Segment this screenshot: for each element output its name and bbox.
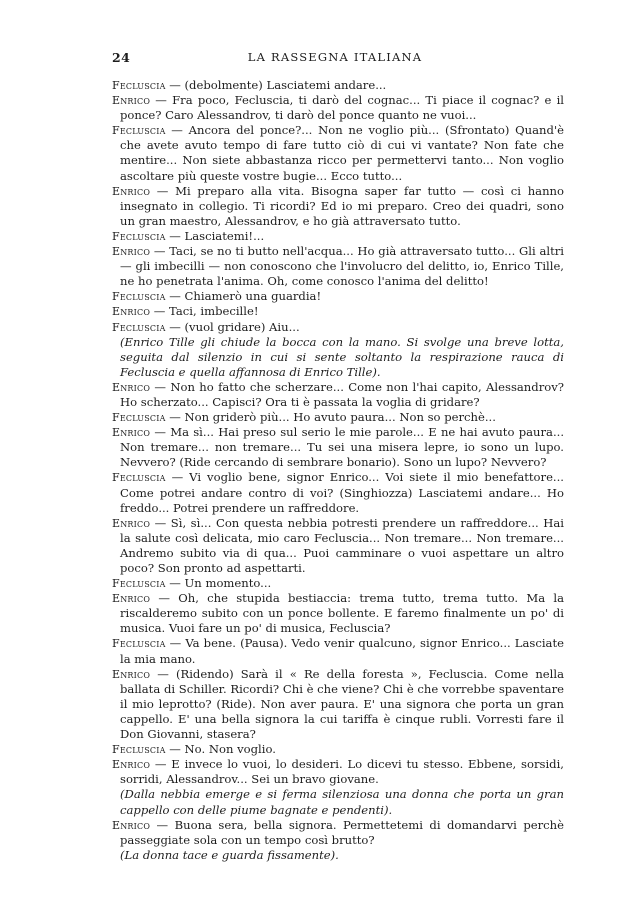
dialogue-text: — (vuol gridare) Aiu... [165, 319, 300, 334]
speaker-name: Enrico [112, 516, 151, 530]
speaker-name: Enrico [112, 245, 151, 259]
dialogue-text: — Un momento... [165, 576, 272, 591]
dialogue-text: — Fra poco, Fecluscia, ti darò del cognac... Ti piace il cognac? e il ponce? Caro Alessandrov, ti darò del ponce quanto ne vuoi... [120, 93, 564, 123]
speaker-name: Fecluscia [112, 124, 166, 138]
stage-direction: (La donna tace e guarda fissamente). [120, 847, 339, 862]
speaker-name: Fecluscia [112, 290, 166, 304]
play-text [112, 78, 564, 863]
dialogue-line [112, 123, 564, 183]
dialogue-line [112, 229, 564, 244]
dialogue-line [112, 320, 564, 335]
speaker-name: Enrico [112, 184, 151, 198]
speaker-name: Enrico [112, 758, 151, 772]
speaker-name: Fecluscia [112, 577, 166, 591]
speaker-name: Enrico [112, 818, 151, 832]
dialogue-text: — E invece lo vuoi, lo desideri. Lo dicevi tu stesso. Ebbene, sorsidi, sorridi, Alessandrov... Sei un bravo giovane. [120, 757, 564, 787]
dialogue-text: — Vi voglio bene, signor Enrico... Voi siete il mio benefattore... Come potrei andare contro di voi? (Singhiozza) Lasciatemi andare... Ho freddo... Potrei prendere un raffreddore. [120, 470, 564, 515]
dialogue-line [112, 591, 564, 636]
dialogue-line [112, 244, 564, 289]
speaker-name: Enrico [112, 426, 151, 440]
speaker-name: Enrico [112, 305, 151, 319]
dialogue-text: — Taci, se no ti butto nell'acqua... Ho già attraversato tutto... Gli altri — gli imbecilli — non conoscono che l'involucro del delitto, io, Enrico Tille, ne ho penetrata l'anima. Oh, come conosco l'anima del delitto! [120, 244, 564, 289]
dialogue-line [112, 93, 564, 123]
speaker-name: Enrico [112, 94, 151, 108]
speaker-name: Enrico [112, 592, 151, 606]
dialogue-text: — Mi preparo alla vita. Bisogna saper far tutto — così ci hanno insegnato in collegio. Ti ricordi? Ed io mi preparo. Creo dei quadri, sono un gran maestro, Alessandrov, e ho già attraversato tutto. [120, 183, 564, 228]
speaker-name: Enrico [112, 380, 151, 394]
dialogue-line [112, 410, 564, 425]
dialogue-text: — Non ho fatto che scherzare... Come non l'hai capito, Alessandrov? Ho scherzato... Capisci? Ora ti è passata la voglia di gridare? [120, 379, 564, 409]
dialogue-line [112, 516, 564, 576]
speaker-name: Enrico [112, 667, 151, 681]
dialogue-text: — Ancora del ponce?... Non ne voglio più... (Sfrontato) Quand'è che avete avuto tempo di fare tutto ciò di cui vi vantate? Non fate che mentire... Non siete abbastanza ricco per permettervi tanto... Non voglio ascoltare più queste vostre bugie... Ecco tutto... [120, 123, 564, 183]
dialogue-line [112, 576, 564, 591]
dialogue-line [112, 667, 564, 742]
speaker-name: Fecluscia [112, 79, 166, 92]
speaker-name: Fecluscia [112, 229, 166, 243]
dialogue-line [112, 470, 564, 515]
dialogue-line [112, 636, 564, 666]
dialogue-text: — (debolmente) Lasciatemi andare... [165, 78, 387, 92]
dialogue-text: — Ma sì... Hai preso sul serio le mie parole... E ne hai avuto paura... Non tremare... non tremare... Tu sei una misera lepre, io sono un lupo. Nevvero? (Ride cercando di sembrare bonario). Sono un lupo? Nevvero? [120, 425, 564, 470]
dialogue-line [112, 78, 564, 93]
dialogue-text: — Chiamerò una guardia! [165, 289, 322, 304]
speaker-name: Fecluscia [112, 637, 166, 651]
dialogue-line [112, 289, 564, 304]
dialogue-text: — Non griderò più... Ho avuto paura... Non so perchè... [165, 410, 496, 425]
stage-direction: (Enrico Tille gli chiude la bocca con la mano. Si svolge una breve lotta, seguita dal silenzio in cui si sente soltanto la respirazione rauca di Fecluscia e quella affannosa di Enrico Tille). [120, 334, 564, 379]
speaker-name: Fecluscia [112, 471, 166, 485]
speaker-name: Fecluscia [112, 411, 166, 425]
speaker-name: Fecluscia [112, 320, 166, 334]
dialogue-text: — Sì, sì... Con questa nebbia potresti prendere un raffreddore... Hai la salute così delicata, mio caro Fecluscia... Non tremare... Non tremare... Andremo subito via di qua... Puoi camminare o vuoi aspettare un altro poco? Son pronto ad aspettarti. [120, 515, 564, 575]
dialogue-line [112, 742, 564, 757]
dialogue-line [112, 818, 564, 848]
dialogue-text: — Lasciatemi!... [165, 228, 265, 243]
dialogue-line [112, 757, 564, 787]
page-number: 24 [112, 50, 131, 65]
speaker-name: Fecluscia [112, 743, 166, 757]
dialogue-text: — No. Non voglio. [165, 742, 276, 757]
dialogue-line [112, 184, 564, 229]
dialogue-text: — (Ridendo) Sarà il « Re della foresta », Fecluscia. Come nella ballata di Schiller. Ricordi? Chi è che viene? Chi è che vorrebbe spaventare il mio leprotto? (Ride). Non aver paura. E' una signora che porta un gran cappello. E' una bella signora la cui tariffa è cinque rubli. Vorresti fare il Don Giovanni, stasera? [120, 666, 564, 742]
dialogue-line [112, 304, 564, 319]
dialogue-text: — Buona sera, bella signora. Permettetemi di domandarvi perchè passeggiate sola con un tempo così brutto? [120, 817, 564, 847]
dialogue-line [112, 425, 564, 470]
dialogue-text: — Oh, che stupida bestiaccia: trema tutto, trema tutto. Ma la riscalderemo subito con un ponce bollente. E faremo finalmente un po' di musica. Vuoi fare un po' di musica, Fecluscia? [120, 591, 564, 636]
dialogue-text: — Taci, imbecille! [150, 304, 259, 319]
journal-title: LA RASSEGNA ITALIANA [247, 50, 423, 64]
stage-direction: (Dalla nebbia emerge e si ferma silenziosa una donna che porta un gran cappello con delle piume bagnate e pendenti). [120, 787, 564, 817]
page-header [112, 50, 558, 66]
dialogue-text: — Va bene. (Pausa). Vedo venir qualcuno, signor Enrico... Lasciate la mia mano. [120, 636, 564, 666]
dialogue-line [112, 380, 564, 410]
